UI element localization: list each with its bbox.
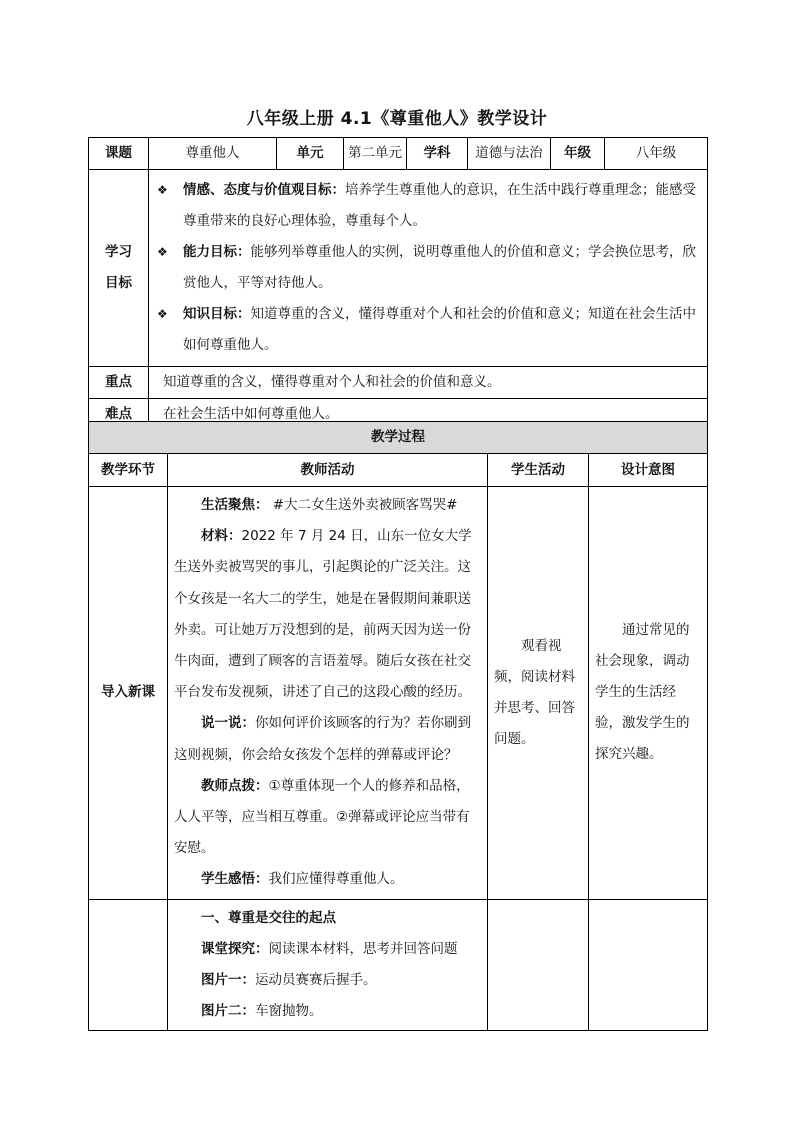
- teacher-activity: [168, 899, 488, 1031]
- course-info-table: [88, 137, 708, 431]
- activity-paragraph: 图片一：运动员赛赛后握手。: [201, 972, 377, 989]
- unit-value: 第二单元: [344, 138, 407, 170]
- diamond-bullet-icon: ❖: [157, 245, 168, 259]
- activity-paragraph: 学生感悟：我们应懂得尊重他人。: [201, 871, 404, 888]
- objective-head: 情感、态度与价值观目标：: [183, 182, 345, 198]
- objective-item: [157, 175, 701, 237]
- difficult-point-label: 难点: [89, 399, 149, 431]
- student-activity-empty: [488, 899, 589, 1031]
- objective-item: [157, 299, 701, 361]
- objectives-content: [149, 170, 708, 367]
- diamond-bullet-icon: ❖: [157, 183, 168, 197]
- info-row: [89, 138, 708, 170]
- objective-text: 能够列举尊重他人的实例，说明尊重他人的价值和意义；学会换位思考，欣赏他人，平等对待他人。: [183, 244, 696, 291]
- design-intent: 通过常见的社会现象，调动学生的生活经验，激发学生的探究兴趣。: [589, 487, 708, 900]
- objective-item: [157, 237, 701, 299]
- page-title: 八年级上册 4.1《尊重他人》教学设计: [246, 109, 548, 129]
- grade-value: 八年级: [605, 138, 708, 170]
- course-label: 课题: [89, 138, 149, 170]
- key-point-row: [89, 367, 708, 399]
- objective-head: 知识目标：: [183, 306, 251, 322]
- grade-label: 年级: [551, 138, 605, 170]
- column-header-row: [89, 454, 708, 487]
- unit-label: 单元: [277, 138, 344, 170]
- objectives-row: [89, 170, 708, 367]
- objective-text: 知道尊重的含义，懂得尊重对个人和社会的价值和意义；知道在社会生活中如何尊重他人。: [183, 306, 696, 353]
- stage-empty: [89, 899, 168, 1031]
- course-value: 尊重他人: [149, 138, 277, 170]
- section-one-row: [89, 899, 708, 1031]
- process-header: 教学过程: [89, 422, 708, 454]
- key-point-text: 知道尊重的含义，懂得尊重对个人和社会的价值和意义。: [149, 367, 708, 399]
- activity-paragraph: 说一说：你如何评价该顾客的行为？若你刷到这则视频，你会给女孩发个怎样的弹幕或评论？: [174, 715, 471, 763]
- student-activity: 观看视频，阅读材料并思考、回答问题。: [488, 487, 589, 900]
- intro-row: [89, 487, 708, 900]
- activity-paragraph: 材料：2022 年 7 月 24 日，山东一位女大学生送外卖被骂哭的事儿，引起舆论的广泛关注。这个女孩是一名大二的学生，她是在暑假期间兼职送外卖。可让她万万没想到的是，前两天因为送一份牛肉面，遭到了顾客的言语羞辱。随后女孩在社交平台发布发视频，讲述了自己的这段心酸的经历。: [174, 528, 472, 701]
- column-header-stage: 教学环节: [89, 454, 168, 487]
- column-header-teacher: 教师活动: [168, 454, 488, 487]
- stage-intro: 导入新课: [89, 487, 168, 900]
- objectives-label-line2: 目标: [105, 275, 132, 291]
- objectives-label-line1: 学习: [105, 244, 132, 260]
- section-heading: 一、尊重是交往的起点: [201, 909, 336, 926]
- teacher-activity: [168, 487, 488, 900]
- difficult-point-text: 在社会生活中如何尊重他人。: [149, 399, 708, 431]
- activity-paragraph: 教师点拨：①尊重体现一个人的修养和品格，人人平等，应当相互尊重。②弹幕或评论应当带有安慰。: [174, 777, 470, 857]
- subject-label: 学科: [407, 138, 468, 170]
- objective-text: 培养学生尊重他人的意识，在生活中践行尊重理念；能感受尊重带来的良好心理体验，尊重每个人。: [183, 182, 696, 229]
- activity-paragraph: 生活聚焦： #大二女生送外卖被顾客骂哭#: [201, 497, 458, 513]
- teaching-process-table: [88, 421, 708, 1031]
- objectives-label: [89, 170, 149, 367]
- activity-paragraph: 课堂探究：阅读课本材料，思考并回答问题: [201, 940, 458, 957]
- subject-value: 道德与法治: [468, 138, 551, 170]
- design-intent-empty: [589, 899, 708, 1031]
- column-header-intent: 设计意图: [589, 454, 708, 487]
- process-header-row: [89, 422, 708, 454]
- objective-head: 能力目标：: [183, 244, 251, 260]
- activity-paragraph: 图片二：车窗抛物。: [201, 1003, 323, 1020]
- diamond-bullet-icon: ❖: [157, 307, 168, 321]
- key-point-label: 重点: [89, 367, 149, 399]
- column-header-student: 学生活动: [488, 454, 589, 487]
